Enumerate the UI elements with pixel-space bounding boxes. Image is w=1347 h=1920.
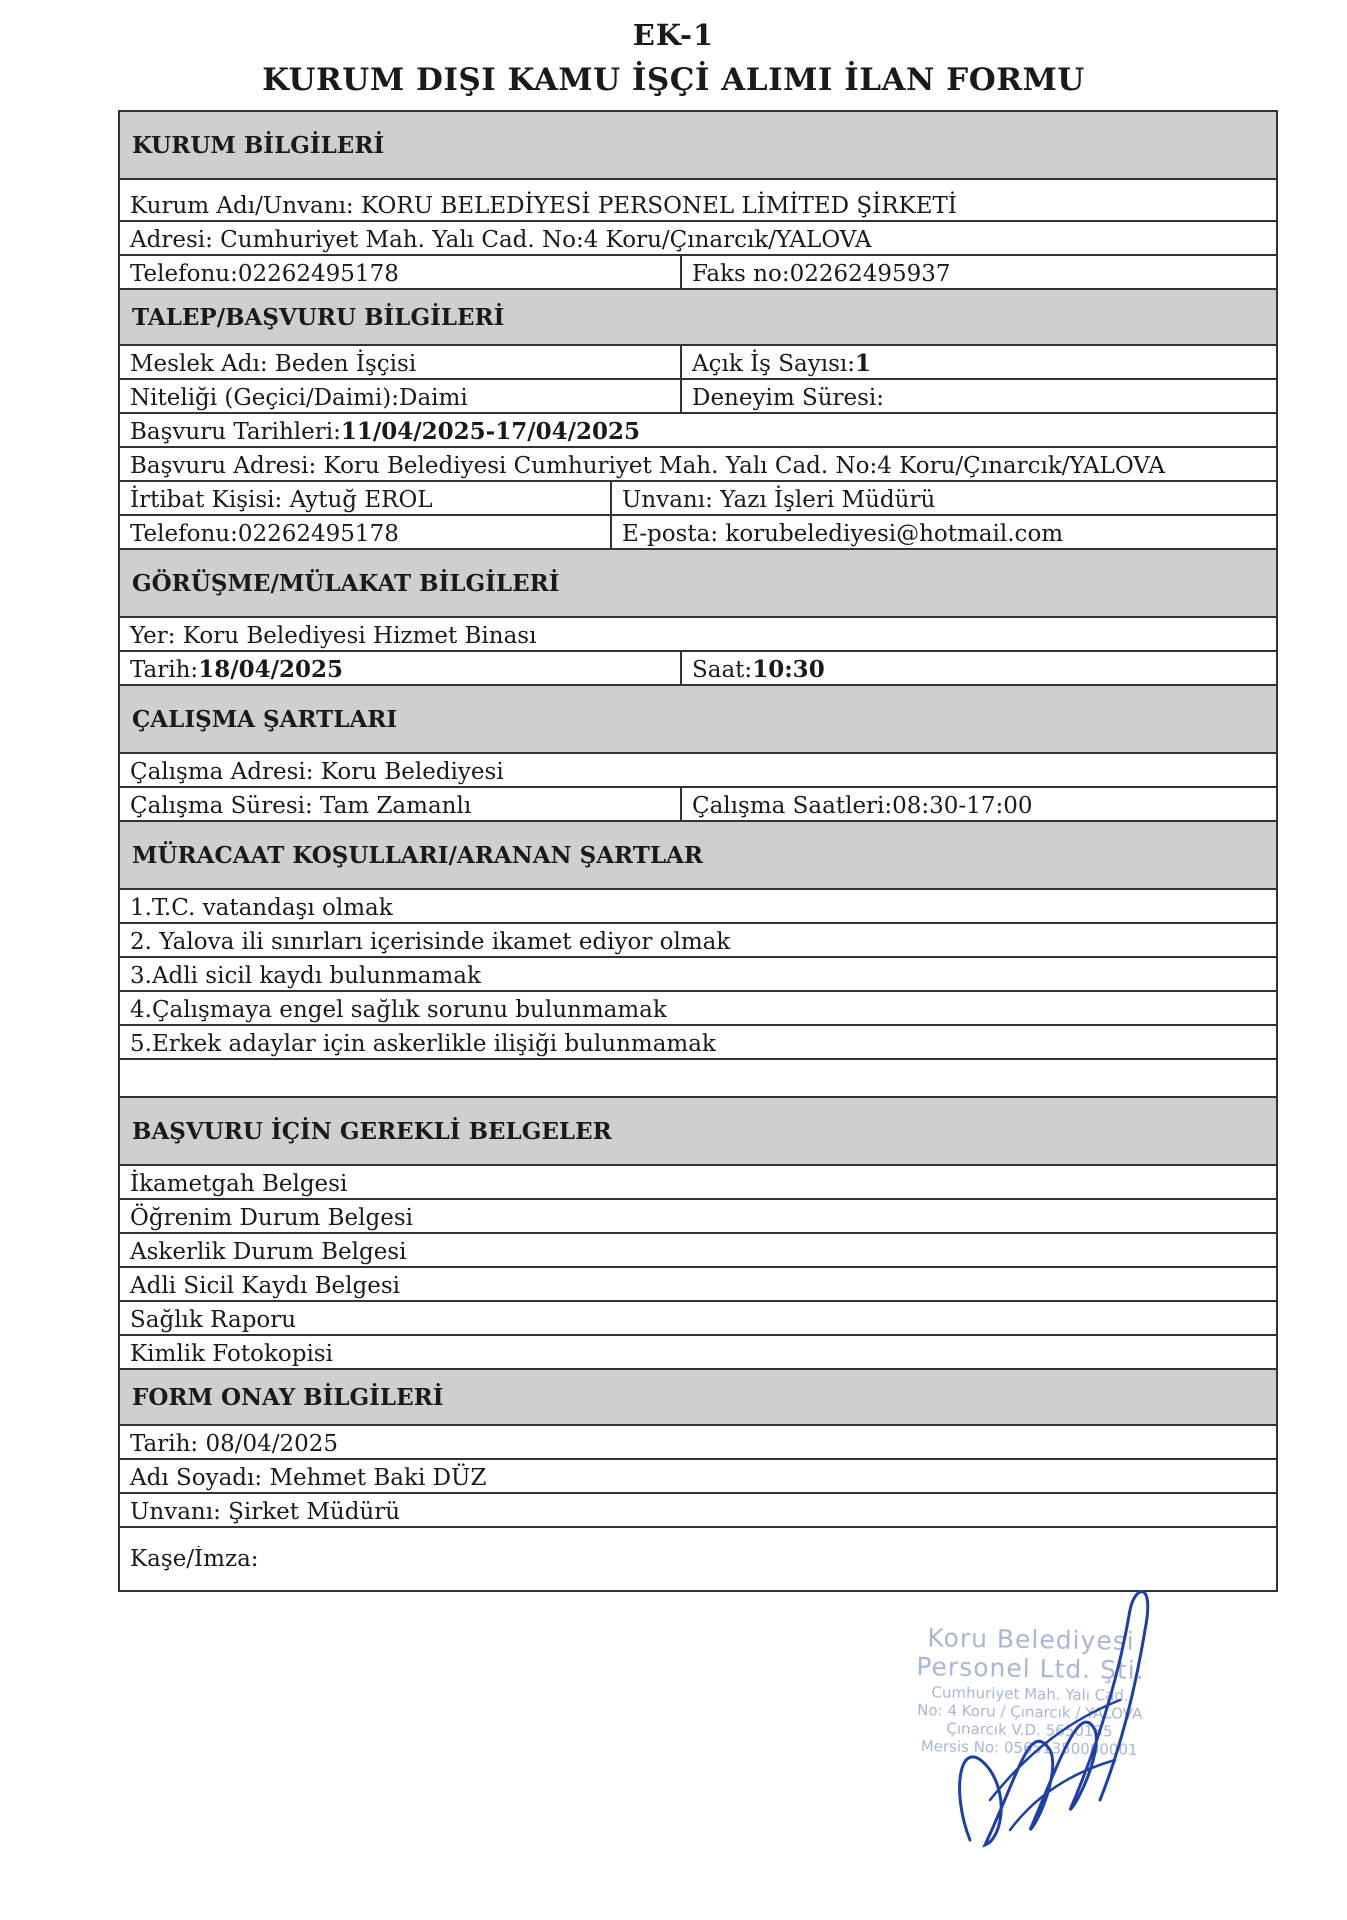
annex-label: EK-1: [632, 18, 715, 52]
talep-row-2: [120, 380, 1276, 414]
acik-is-value: 1: [855, 350, 872, 377]
basvuru-tarih-value: 11/04/2025-17/04/2025: [340, 418, 641, 445]
condition-4: 4.Çalışmaya engel sağlık sorunu bulunmamak: [130, 997, 667, 1023]
kurum-phone: Telefonu:02262495178: [130, 261, 399, 287]
kurum-name: Kurum Adı/Unvanı: KORU BELEDİYESİ PERSONEL LİMİTED ŞİRKETİ: [130, 193, 957, 219]
section-muracaat-header: MÜRACAAT KOŞULLARI/ARANAN ŞARTLAR: [120, 822, 1276, 890]
gorusme-tarih: [120, 652, 680, 684]
irtibat-unvan: Unvanı: Yazı İşleri Müdürü: [610, 482, 1276, 514]
kurum-address-row: [120, 222, 1276, 256]
list-item: [120, 1302, 1276, 1336]
onay-row-1: [120, 1426, 1276, 1460]
section-belgeler-header: BAŞVURU İÇİN GEREKLİ BELGELER: [120, 1098, 1276, 1166]
talep-row-6: [120, 516, 1276, 550]
list-item: [120, 1026, 1276, 1060]
document-4: Adli Sicil Kaydı Belgesi: [130, 1273, 401, 1299]
calisma-adresi: Çalışma Adresi: Koru Belediyesi: [130, 759, 504, 785]
talep-row-4: [120, 448, 1276, 482]
deneyim-suresi: Deneyim Süresi:: [680, 380, 1276, 412]
section-onay-header: FORM ONAY BİLGİLERİ: [120, 1370, 1276, 1426]
list-item: [120, 1200, 1276, 1234]
kurum-fax: Faks no:02262495937: [680, 256, 1276, 288]
kase-imza-label: Kaşe/İmza:: [130, 1545, 259, 1572]
kurum-name-row: [120, 180, 1276, 222]
irtibat-kisisi: İrtibat Kişisi: Aytuğ EROL: [130, 487, 433, 513]
nitelik: Niteliği (Geçici/Daimi):Daimi: [130, 385, 468, 411]
document-2: Öğrenim Durum Belgesi: [130, 1205, 414, 1231]
gorusme-tarih-value: 18/04/2025: [198, 656, 344, 683]
onay-unvan: Unvanı: Şirket Müdürü: [130, 1499, 401, 1525]
list-item: [120, 924, 1276, 958]
onay-ad-soyad: Adı Soyadı: Mehmet Baki DÜZ: [130, 1465, 487, 1491]
calisma-suresi: Çalışma Süresi: Tam Zamanlı: [130, 793, 472, 819]
gorusme-row-1: [120, 618, 1276, 652]
onay-row-3: [120, 1494, 1276, 1528]
document-5: Sağlık Raporu: [130, 1307, 297, 1333]
gorusme-saat: [680, 652, 1276, 684]
basvuru-tarihleri: [120, 414, 1276, 446]
stamp-line-2: Personel Ltd. Şti.: [916, 1652, 1145, 1685]
condition-2: 2. Yalova ili sınırları içerisinde ikamet ediyor olmak: [130, 929, 731, 955]
gorusme-row-2: [120, 652, 1276, 686]
form-title: KURUM DIŞI KAMU İŞÇİ ALIMI İLAN FORMU: [262, 62, 1085, 98]
stamp-line-6: Mersis No: 05651350000001: [920, 1737, 1138, 1759]
list-item: [120, 992, 1276, 1026]
talep-eposta: E-posta: korubelediyesi@hotmail.com: [610, 516, 1276, 548]
onay-row-2: [120, 1460, 1276, 1494]
talep-telefon: Telefonu:02262495178: [130, 521, 399, 547]
list-item: [120, 1268, 1276, 1302]
document-6: Kimlik Fotokopisi: [130, 1341, 333, 1367]
kurum-address: Adresi: Cumhuriyet Mah. Yalı Cad. No:4 Koru/Çınarcık/YALOVA: [130, 227, 872, 253]
talep-row-1: [120, 346, 1276, 380]
kurum-contact-row: [120, 256, 1276, 290]
empty-row: [120, 1060, 1276, 1098]
condition-1: 1.T.C. vatandaşı olmak: [130, 895, 393, 921]
signature-image: [930, 1570, 1190, 1870]
empty-cell: [120, 1060, 1276, 1096]
condition-5: 5.Erkek adaylar için askerlikle ilişiği bulunmamak: [130, 1031, 716, 1057]
section-kurum-header: KURUM BİLGİLERİ: [120, 112, 1276, 180]
gorusme-tarih-label: Tarih:: [130, 657, 199, 683]
announcement-form: [118, 110, 1278, 1592]
list-item: [120, 1234, 1276, 1268]
calisma-row-1: [120, 754, 1276, 788]
meslek-adi: Meslek Adı: Beden İşçisi: [130, 351, 417, 377]
talep-row-5: [120, 482, 1276, 516]
list-item: [120, 1166, 1276, 1200]
calisma-saatleri: Çalışma Saatleri:08:30-17:00: [680, 788, 1276, 820]
condition-3: 3.Adli sicil kaydı bulunmamak: [130, 963, 481, 989]
acik-is-label: Açık İş Sayısı:: [692, 351, 856, 377]
acik-is-sayisi: [680, 346, 1276, 378]
basvuru-adresi: Başvuru Adresi: Koru Belediyesi Cumhuriyet Mah. Yalı Cad. No:4 Koru/Çınarcık/YALOVA: [130, 453, 1165, 479]
stamp-line-5: Çınarcık V.D. 5650135: [946, 1719, 1113, 1741]
list-item: [120, 890, 1276, 924]
list-item: [120, 958, 1276, 992]
section-calisma-header: ÇALIŞMA ŞARTLARI: [120, 686, 1276, 754]
list-item: [120, 1336, 1276, 1370]
stamp-line-1: Koru Belediyesi: [927, 1623, 1135, 1656]
calisma-row-2: [120, 788, 1276, 822]
gorusme-saat-label: Saat:: [692, 657, 753, 683]
gorusme-yer: Yer: Koru Belediyesi Hizmet Binası: [130, 623, 537, 649]
document-3: Askerlik Durum Belgesi: [130, 1239, 407, 1265]
section-talep-header: TALEP/BAŞVURU BİLGİLERİ: [120, 290, 1276, 346]
basvuru-tarih-label: Başvuru Tarihleri:: [130, 419, 341, 445]
gorusme-saat-value: 10:30: [752, 656, 825, 683]
onay-tarih: Tarih: 08/04/2025: [130, 1431, 339, 1457]
section-gorusme-header: GÖRÜŞME/MÜLAKAT BİLGİLERİ: [120, 550, 1276, 618]
document-1: İkametgah Belgesi: [130, 1171, 348, 1197]
talep-row-3: [120, 414, 1276, 448]
stamp-line-3: Cumhuriyet Mah. Yalı Cad.: [931, 1683, 1129, 1705]
stamp-line-4: No: 4 Koru / Çınarcık / YALOVA: [917, 1701, 1143, 1723]
